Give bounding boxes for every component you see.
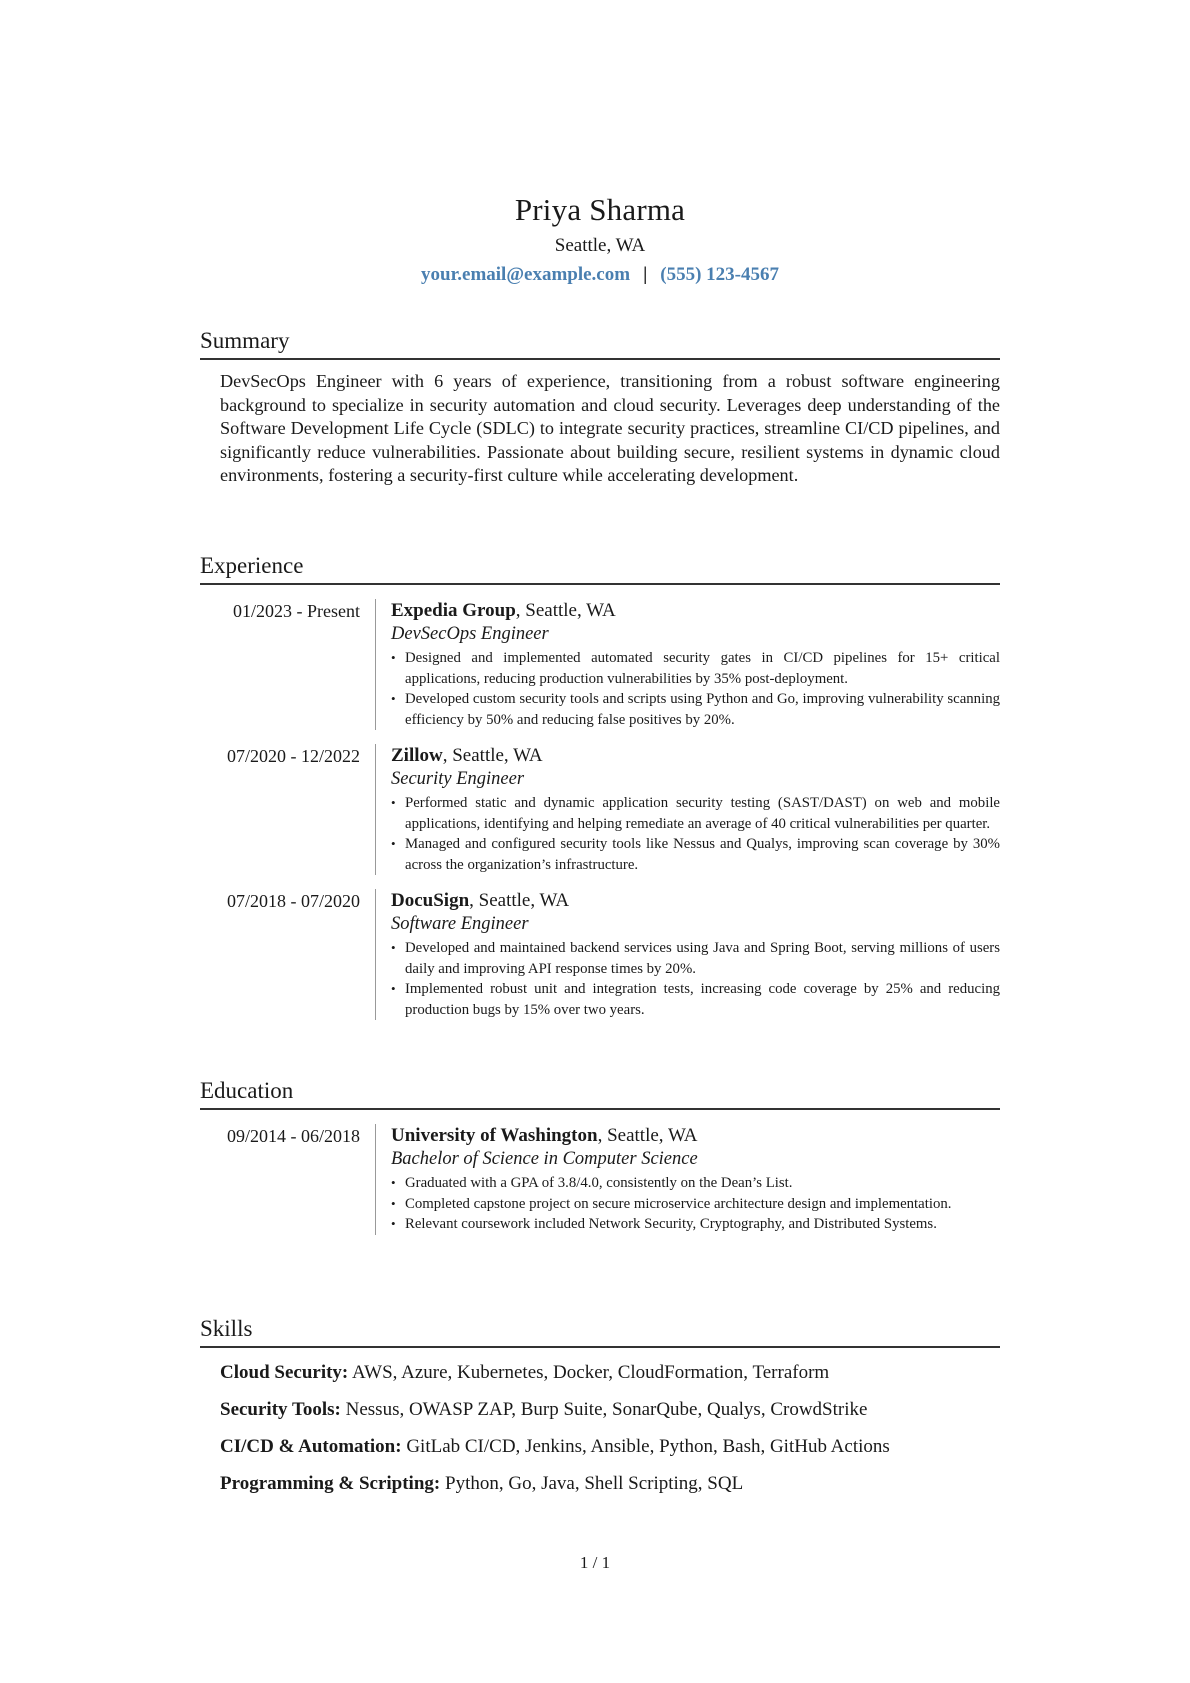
skill-label: Cloud Security: bbox=[220, 1362, 349, 1383]
skills-section bbox=[200, 1314, 1000, 1496]
org-line bbox=[391, 1124, 1000, 1148]
bullet-item: • Managed and configured security tools like Nessus and Qualys, improving scan coverage by 30% across the organization’s infrastructure. bbox=[391, 834, 1000, 875]
section-rule bbox=[200, 1346, 1000, 1348]
summary-section bbox=[200, 326, 1000, 488]
section-rule bbox=[200, 358, 1000, 360]
skill-value: Nessus, OWASP ZAP, Burp Suite, SonarQube, Qualys, CrowdStrike bbox=[340, 1399, 868, 1420]
skill-label: Security Tools: bbox=[220, 1399, 341, 1420]
job-role: Security Engineer bbox=[391, 769, 525, 789]
bullet-item: • Developed and maintained backend services using Java and Spring Boot, serving millions of users daily and improving API response times by 20%. bbox=[391, 938, 1000, 979]
bullet-item: • Implemented robust unit and integration tests, increasing code coverage by 25% and reducing production bugs by 15% over two years. bbox=[391, 979, 1000, 1020]
candidate-location: Seattle, WA bbox=[554, 235, 646, 256]
section-rule bbox=[200, 1108, 1000, 1110]
skill-row bbox=[220, 1472, 1000, 1496]
org-location: , Seattle, WA bbox=[469, 890, 570, 911]
entry-date: 07/2018 - 07/2020 bbox=[227, 891, 360, 911]
page-number: 1 / 1 bbox=[579, 1553, 611, 1572]
entry-body bbox=[375, 1124, 1000, 1235]
contact-line bbox=[200, 262, 1000, 288]
email-link[interactable]: your.email@example.com bbox=[421, 264, 631, 285]
skill-row bbox=[220, 1435, 1000, 1459]
org-line bbox=[391, 889, 1000, 913]
degree: Bachelor of Science in Computer Science bbox=[391, 1149, 698, 1169]
section-title-skills: Skills bbox=[200, 1316, 253, 1341]
bullet-item: • Completed capstone project on secure microservice architecture design and implementation. bbox=[391, 1194, 1000, 1215]
entry-date: 09/2014 - 06/2018 bbox=[227, 1126, 360, 1146]
skill-label: CI/CD & Automation: bbox=[220, 1436, 402, 1457]
section-title-education: Education bbox=[200, 1078, 294, 1103]
org-location: , Seattle, WA bbox=[597, 1125, 698, 1146]
resume-page bbox=[200, 0, 1000, 1494]
experience-entry bbox=[200, 889, 1000, 1020]
entry-date: 01/2023 - Present bbox=[233, 601, 360, 621]
entry-date: 07/2020 - 12/2022 bbox=[227, 746, 360, 766]
candidate-name: Priya Sharma bbox=[514, 192, 686, 227]
org-location: , Seattle, WA bbox=[442, 745, 543, 766]
skill-value: AWS, Azure, Kubernetes, Docker, CloudFormation, Terraform bbox=[348, 1362, 830, 1383]
section-rule bbox=[200, 583, 1000, 585]
org-line bbox=[391, 744, 1000, 768]
entry-body bbox=[375, 744, 1000, 875]
org-name: Zillow bbox=[391, 745, 443, 766]
bullet-item: • Developed custom security tools and scripts using Python and Go, improving vulnerability scanning efficiency by 50% and reducing false positives by 20%. bbox=[391, 689, 1000, 730]
bullet-list bbox=[391, 938, 1000, 1020]
skill-row bbox=[220, 1361, 1000, 1385]
skill-value: Python, Go, Java, Shell Scripting, SQL bbox=[440, 1473, 744, 1494]
education-section bbox=[200, 1076, 1000, 1235]
org-name: Expedia Group bbox=[391, 600, 516, 621]
summary-text: DevSecOps Engineer with 6 years of experience, transitioning from a robust software engineering background to specialize in security automation and cloud security. Leverages deep understanding of the Software Development Life Cycle (SDLC) to integrate security practices, streamline CI/CD pipelines, and significantly reduce vulnerabilities. Passionate about building secure, resilient systems in dynamic cloud environments, fostering a security-first culture while accelerating development. bbox=[220, 371, 1000, 485]
bullet-list bbox=[391, 793, 1000, 875]
entry-body bbox=[375, 599, 1000, 730]
contact-separator: | bbox=[643, 264, 648, 285]
section-title-experience: Experience bbox=[200, 553, 304, 578]
skill-row bbox=[220, 1398, 1000, 1422]
entry-body bbox=[375, 889, 1000, 1020]
bullet-item: • Graduated with a GPA of 3.8/4.0, consistently on the Dean’s List. bbox=[391, 1173, 1000, 1194]
bullet-item: • Relevant coursework included Network Security, Cryptography, and Distributed Systems. bbox=[391, 1214, 1000, 1235]
skill-value: GitLab CI/CD, Jenkins, Ansible, Python, Bash, GitHub Actions bbox=[401, 1436, 890, 1457]
phone-link[interactable]: (555) 123-4567 bbox=[660, 264, 779, 285]
job-role: Software Engineer bbox=[391, 914, 529, 934]
org-name: University of Washington bbox=[391, 1125, 598, 1146]
resume-header bbox=[200, 190, 1000, 288]
experience-section bbox=[200, 551, 1000, 1020]
bullet-item: • Performed static and dynamic application security testing (SAST/DAST) on web and mobile applications, identifying and helping remediate an average of 40 critical vulnerabilities per quarter. bbox=[391, 793, 1000, 834]
experience-entry bbox=[200, 744, 1000, 875]
experience-entry bbox=[200, 599, 1000, 730]
bullet-list bbox=[391, 1173, 1000, 1235]
org-location: , Seattle, WA bbox=[515, 600, 616, 621]
org-name: DocuSign bbox=[391, 890, 470, 911]
bullet-list bbox=[391, 648, 1000, 730]
skill-label: Programming & Scripting: bbox=[220, 1473, 441, 1494]
org-line bbox=[391, 599, 1000, 623]
bullet-item: • Designed and implemented automated security gates in CI/CD pipelines for 15+ critical applications, reducing production vulnerabilities by 35% post-deployment. bbox=[391, 648, 1000, 689]
education-entry bbox=[200, 1124, 1000, 1235]
job-role: DevSecOps Engineer bbox=[391, 624, 549, 644]
section-title-summary: Summary bbox=[200, 328, 290, 353]
